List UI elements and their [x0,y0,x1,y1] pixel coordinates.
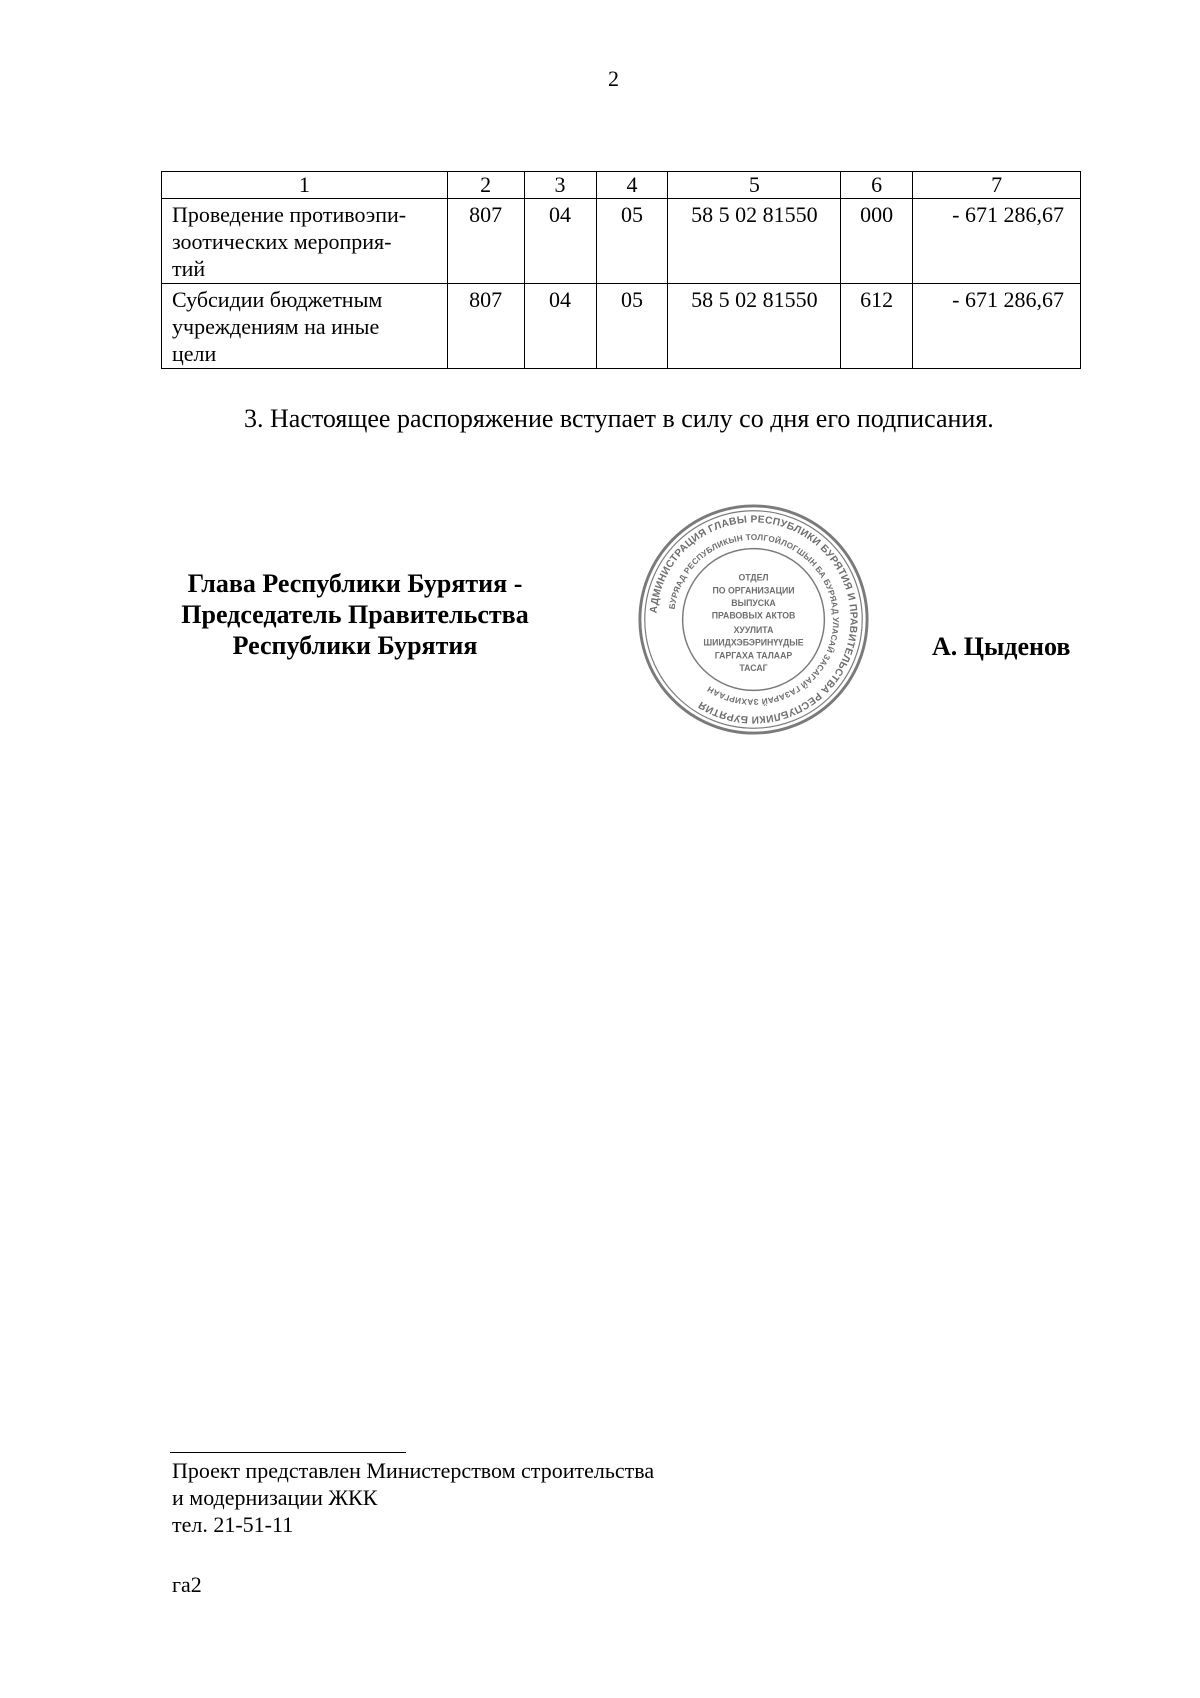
footnote [172,1457,654,1538]
table-header-cell: 6 [841,172,913,199]
table-header-cell: 2 [447,172,524,199]
table-cell-section: 04 [524,284,596,369]
item-name-line: учреждениям на иные [172,314,380,339]
table-header-cell: 4 [596,172,668,199]
table-cell-item-name [162,284,448,369]
item-name-line: зоотических мероприя- [172,229,392,254]
item-name-line: тий [172,256,206,281]
table-row [162,284,1081,369]
seal-inner-ring-text: БУРЯАД РЕСПУБЛИКЫН ТОЛГОЙЛОГШЫН БА БУРЯАД УЛАСАЙ ЗАСАГАЙ ГАЗАРАЙ ЗАХИРГААН [667,532,841,707]
budget-table [161,171,1081,369]
clause-3-text: 3. Настоящее распоряжение вступает в силу со дня его подписания. [244,404,994,433]
table-cell-ministry-code: 807 [447,199,524,284]
page-number: 2 [608,66,619,91]
table-header-cell: 3 [524,172,596,199]
table-cell-amount: - 671 286,67 [913,199,1081,284]
table-header-cell: 1 [162,172,448,199]
footnote-divider [170,1452,406,1453]
table-header-row [162,172,1081,199]
seal-center-line: ХУУЛИТА [733,625,774,636]
signatory-title-line: Председатель Правительства [181,600,529,629]
table-cell-subsection: 05 [596,199,668,284]
item-name-line: Проведение противоэпи- [172,202,407,227]
table-cell-target-article: 58 5 02 81550 [668,284,841,369]
table-cell-target-article: 58 5 02 81550 [668,199,841,284]
signatory-title [150,568,560,661]
seal-center-line: ГАРГАХА ТАЛААР [714,650,793,661]
seal-outer-ring-text: АДМИНИСТРАЦИЯ ГЛАВЫ РЕСПУБЛИКИ БУРЯТИЯ И ПРАВИТЕЛЬСТВА РЕСПУБЛИКИ БУРЯТИЯ [648,514,859,725]
footnote-line: Проект представлен Министерством строительства [172,1458,655,1483]
signatory-title-line: Глава Республики Бурятия - [187,569,523,598]
seal-center-line: ШИИДХЭБЭРИНҮҮДЫЕ [703,637,804,648]
item-name-line: Субсидии бюджетным [172,287,383,312]
table-cell-amount: - 671 286,67 [913,284,1081,369]
table-cell-expense-type: 000 [841,199,913,284]
table-cell-ministry-code: 807 [447,284,524,369]
seal-center-line: ПРАВОВЫХ АКТОВ [711,610,796,621]
table-cell-section: 04 [524,199,596,284]
footnote-line: тел. 21-51-11 [172,1512,294,1537]
table-header-cell: 7 [913,172,1081,199]
footnote-line: и модернизации ЖКК [172,1485,378,1510]
table-header-cell: 5 [668,172,841,199]
signatory-title-line: Республики Бурятия [232,631,478,660]
seal-center-line: ПО ОРГАНИЗАЦИИ [712,585,795,596]
seal-center-line: ТАСАГ [739,662,768,673]
table-cell-expense-type: 612 [841,284,913,369]
official-seal [637,503,870,736]
item-name-line: цели [172,341,217,366]
document-code: га2 [172,1572,202,1597]
table-row [162,199,1081,284]
signatory-name: А. Цыденов [932,632,1071,661]
table-cell-item-name [162,199,448,284]
table-cell-subsection: 05 [596,284,668,369]
seal-center-line: ОТДЕЛ [738,572,769,583]
seal-center-line: ВЫПУСКА [731,597,776,608]
